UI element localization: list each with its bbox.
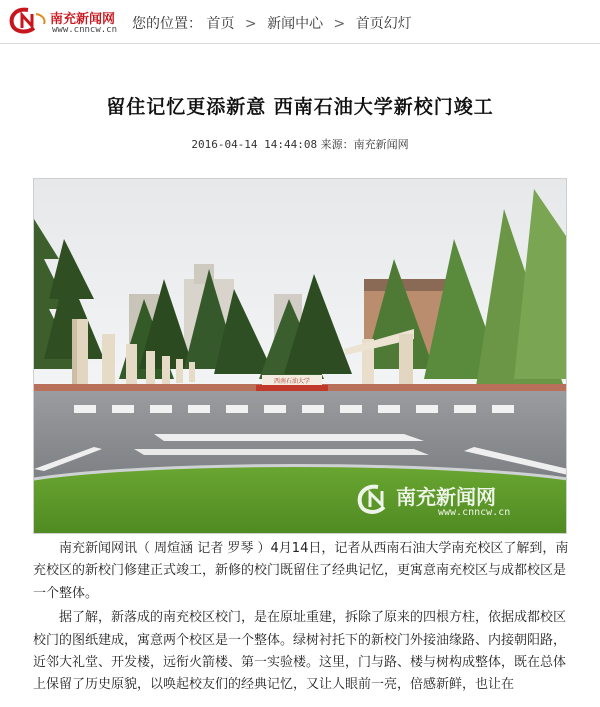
article-body	[33, 538, 573, 697]
site-header	[0, 0, 600, 44]
breadcrumb	[132, 13, 412, 33]
logo-mark-icon	[8, 6, 50, 36]
watermark-title: 南充新闻网	[396, 485, 496, 509]
article-datetime: 2016-04-14 14:44:08	[191, 138, 318, 151]
article-photo	[33, 178, 567, 534]
photo-watermark	[356, 481, 552, 521]
breadcrumb-slideshow[interactable]: 首页幻灯	[355, 16, 412, 32]
breadcrumb-home[interactable]: 首页	[206, 16, 235, 32]
breadcrumb-separator: >	[333, 16, 346, 32]
watermark-logo-icon	[356, 483, 396, 517]
article-paragraph: 南充新闻网讯（ 周煊涵 记者 罗琴 ）4月14日，记者从西南石油大学南充校区了解到，南充校区的新校门修建正式竣工，新修的校门既留住了经典记忆，更寓意南充校区与成都校区是一个整体。	[33, 541, 569, 601]
logo-title: 南充新闻网	[50, 12, 116, 27]
source-label: 来源：	[320, 138, 354, 151]
gate-sign: 西南石油大学	[273, 378, 311, 385]
watermark-url: www.cnncw.cn	[438, 507, 511, 518]
breadcrumb-prefix: 您的位置：	[132, 16, 202, 32]
breadcrumb-news-center[interactable]: 新闻中心	[267, 16, 324, 32]
logo-url: www.cnncw.cn	[52, 25, 118, 35]
site-logo[interactable]	[8, 6, 128, 36]
article-paragraph: 据了解，新落成的南充校区校门，是在原址重建，拆除了原来的四根方柱，依据成都校区校门的图纸建成，寓意两个校区是一个整体。绿树衬托下的新校门外接油缘路、内接朝阳路，近邻大礼堂、开发楼，远衔火箭楼、第一实验楼。这里，门与路、楼与树构成整体，既在总体上保留了历史原貌，以唤起校友们的经典记忆，又让人眼前一亮，倍感新鲜，也让在	[33, 610, 567, 693]
breadcrumb-separator: >	[244, 16, 257, 32]
article-source[interactable]: 南充新闻网	[353, 138, 409, 151]
article-meta	[0, 136, 600, 152]
article-title: 留住记忆更添新意 西南石油大学新校门竣工	[106, 96, 494, 118]
